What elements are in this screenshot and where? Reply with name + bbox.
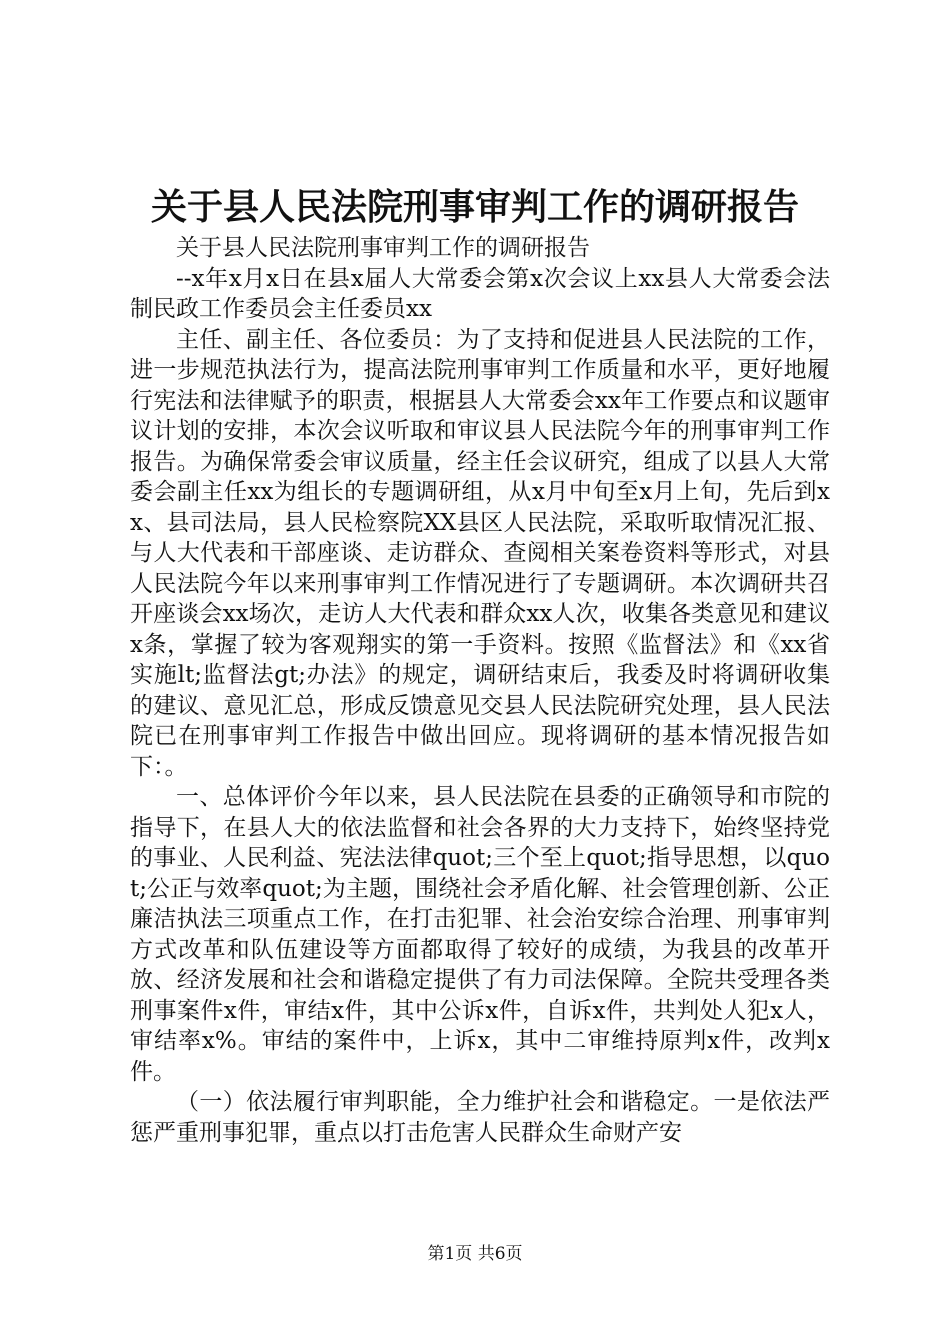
paragraph-overall-evaluation: 一、总体评价今年以来，县人民法院在县委的正确领导和市院的指导下，在县人大的依法监督和社会各界的大力支持下，始终坚持党的事业、人民利益、宪法法律quot;三个至上quot;指导思想，以quot;公正与效率quot;为主题，围绕社会矛盾化解、社会管理创新、公正廉洁执法三项重点工作，在打击犯罪、社会治安综合治理、刑事审判方式改革和队伍建设等方面都取得了较好的成绩，为我县的改革开放、经济发展和社会和谐稳定提供了有力司法保障。全院共受理各类刑事案件x件，审结x件，其中公诉x件，自诉x件，共判处人犯x人，审结率x%。审结的案件中，上诉x，其中二审维持原判x件，改判x件。 <box>130 784 830 1085</box>
paragraph-speaker: --x年x月x日在县x届人大常委会第x次会议上xx县人大常委会法制民政工作委员会主任委员xx <box>130 265 830 322</box>
paragraph-introduction: 主任、副主任、各位委员：为了支持和促进县人民法院的工作，进一步规范执法行为，提高法院刑事审判工作质量和水平，更好地履行宪法和法律赋予的职责，根据县人大常委会xx年工作要点和议题审议计划的安排，本次会议听取和审议县人民法院今年的刑事审判工作报告。为确保常委会审议质量，经主任会议研究，组成了以县人大常委会副主任xx为组长的专题调研组，从x月中旬至x月上旬，先后到xx、县司法局，县人民检察院XX县区人民法院，采取听取情况汇报、与人大代表和干部座谈、走访群众、查阅相关案卷资料等形式，对县人民法院今年以来刑事审判工作情况进行了专题调研。本次调研共召开座谈会xx场次，走访人大代表和群众xx人次，收集各类意见和建议x条，掌握了较为客观翔实的第一手资料。按照《监督法》和《xx省实施lt;监督法gt;办法》的规定，调研结束后，我委及时将调研收集的建议、意见汇总，形成反馈意见交县人民法院研究处理，县人民法院已在刑事审判工作报告中做出回应。现将调研的基本情况报告如下：。 <box>130 326 830 780</box>
document-title: 关于县人民法院刑事审判工作的调研报告 <box>150 186 799 228</box>
page-number-footer: 第1页 共6页 <box>427 1244 523 1264</box>
paragraph-section-one: （一）依法履行审判职能，全力维护社会和谐稳定。一是依法严惩严重刑事犯罪，重点以打击危害人民群众生命财产安 <box>130 1089 830 1146</box>
document-body <box>130 233 830 1148</box>
paragraph-subtitle: 关于县人民法院刑事审判工作的调研报告 <box>176 235 590 261</box>
